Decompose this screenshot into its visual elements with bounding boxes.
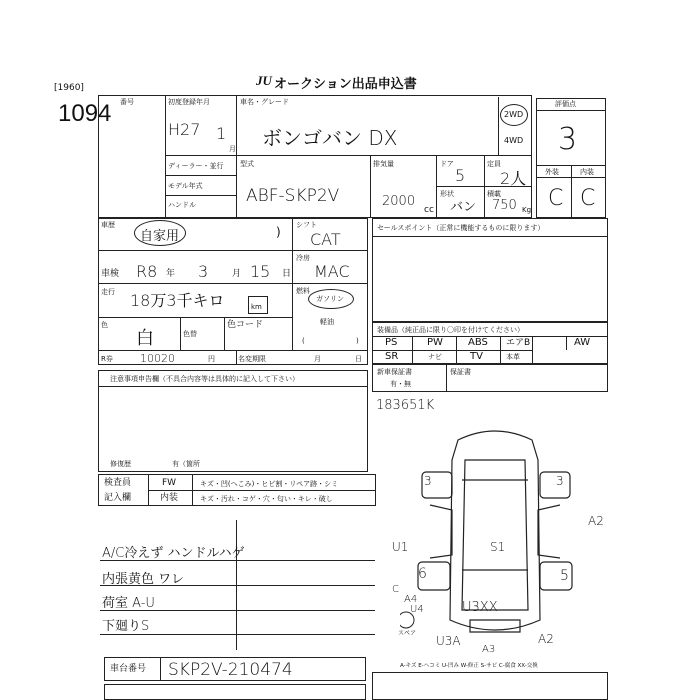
label-spare: スペア <box>398 630 417 637</box>
label-model-year: モデル年式 <box>168 182 203 190</box>
inspection-era: R8 <box>136 262 158 281</box>
label-color: 色 <box>101 321 108 329</box>
usage-value: 自家用 <box>140 229 180 244</box>
label-color-code: 色コード <box>227 320 264 330</box>
inspection-year: 3 <box>198 262 209 281</box>
mark-right-a2: A2 <box>588 514 604 528</box>
auction-logo: JU <box>256 73 272 88</box>
load-value: 750 <box>492 198 517 213</box>
mileage-note: 183651K <box>376 398 435 413</box>
label-recycle: R券 <box>101 355 113 363</box>
capacity-value: 2人 <box>500 169 527 188</box>
exterior-grade: C <box>548 186 564 211</box>
label-color-change: 色替 <box>183 330 197 338</box>
label-notes: 注意事項申告欄（不具合内容等は具体的に記入して下さい） <box>110 375 299 383</box>
interior-vals: キズ・汚れ・コゲ・穴・匂い・キレ・破し <box>200 495 333 503</box>
fw-vals: キズ・凹(へこみ)・ヒビ割・リペア跡・シミ <box>200 480 339 488</box>
label-day: 日 <box>282 269 292 279</box>
car-roof <box>462 460 528 610</box>
drive-2wd: 2WD <box>504 110 524 119</box>
label-model: 型式 <box>240 160 254 168</box>
interior-grade: C <box>580 186 596 211</box>
bottom-box <box>104 684 366 700</box>
label-month: 月 <box>229 145 236 153</box>
equip-airbag: エアB <box>506 338 531 348</box>
label-car-name: 車名・グレード <box>240 98 289 106</box>
equip-pw: PW <box>427 337 443 348</box>
equip-leather: 本革 <box>506 353 520 361</box>
label-new-warranty: 新車保証書 <box>377 368 412 376</box>
label-chassis: 車台番号 <box>110 664 147 674</box>
form-title: オークション出品申込書 <box>274 77 417 92</box>
equip-sr: SR <box>385 351 399 362</box>
label-cooler: 冷房 <box>296 254 310 262</box>
mark-left-u4: U4 <box>410 604 424 615</box>
mark-rear-u3a: U3A <box>436 634 461 648</box>
label-doors: ドア <box>440 160 454 168</box>
usage-paren: ) <box>276 225 281 239</box>
label-year: 年 <box>166 269 176 279</box>
legend-box <box>372 672 608 700</box>
mark-rear-u3xx: U3XX <box>462 600 498 615</box>
label-fw: FW <box>162 478 177 488</box>
label-diesel: 軽油 <box>320 318 334 326</box>
label-usage: 車歴 <box>101 221 115 229</box>
equip-ps: PS <box>385 337 398 348</box>
note-line-4: 下廻りS <box>102 619 150 634</box>
note-line-3: 荷室 A-U <box>102 596 155 611</box>
mark-rear-left: 6 <box>418 566 427 582</box>
sales-point-box <box>372 218 608 322</box>
inspection-month: 15 <box>250 262 271 281</box>
label-record-book: 保証書 <box>450 368 471 376</box>
mark-rear-a2: A2 <box>538 632 554 646</box>
score-value: 3 <box>558 122 578 157</box>
note-line-1: A/C冷えず ハンドルハゲ <box>102 546 245 561</box>
warranty-value: 有・無 <box>390 380 411 388</box>
mileage-value: 18万3千キロ <box>130 291 225 310</box>
label-inspection: 車検 <box>101 269 120 279</box>
label-first-reg: 初度登録年月 <box>168 98 210 106</box>
label-dealer: ディーラー・並行 <box>168 162 224 170</box>
shape-value: バン <box>450 200 477 215</box>
doors-value: 5 <box>455 166 466 185</box>
car-damage-diagram <box>400 420 590 650</box>
label-number: 番号 <box>120 98 134 106</box>
label-month3: 月 <box>314 355 321 363</box>
label-load: 積載 <box>487 190 501 198</box>
label-entry: 記入欄 <box>104 493 132 503</box>
paren-close: ) <box>356 337 359 345</box>
label-day2: 日 <box>355 355 362 363</box>
label-interior: 内装 <box>580 168 594 176</box>
label-km: km <box>251 303 262 311</box>
mark-left-a4: A4 <box>404 594 418 605</box>
first-reg-month: 1 <box>216 124 227 143</box>
equip-navi: ナビ <box>428 353 442 361</box>
label-shape: 形状 <box>440 190 454 198</box>
mark-rear-a3: A3 <box>482 644 496 655</box>
model-value: ABF-SKP2V <box>246 186 340 206</box>
mark-rear-right: 5 <box>560 568 569 584</box>
label-kg: Kg <box>522 206 532 214</box>
label-shift: シフト <box>296 221 317 229</box>
equip-tv: TV <box>470 351 483 362</box>
label-cc: cc <box>424 205 434 215</box>
color-value: 白 <box>136 328 154 349</box>
mark-front-right: 3 <box>556 474 564 488</box>
chassis-number: SKP2V-210474 <box>168 660 293 680</box>
label-displacement: 排気量 <box>373 160 394 168</box>
note-line-2: 内張黄色 ワレ <box>102 572 185 587</box>
label-interior-row: 内装 <box>160 493 179 503</box>
drive-4wd: 4WD <box>504 136 524 145</box>
car-name-value: ボンゴバン DX <box>262 126 398 150</box>
label-capacity: 定員 <box>487 160 501 168</box>
label-eval-point: 評価点 <box>555 100 576 108</box>
label-fuel: 燃料 <box>296 287 310 295</box>
first-reg-year: H27 <box>168 120 201 139</box>
code-small: [1960] <box>54 83 84 93</box>
label-month2: 月 <box>232 269 242 279</box>
damage-legend: A-キズ E-ヘコミ U-凹み W-修正 S-サビ C-腐食 XX-交換 <box>400 663 538 669</box>
label-handle: ハンドル <box>168 201 196 209</box>
mark-front-left: 3 <box>424 474 432 488</box>
label-equipment: 装備品（純正品に限り〇印を付けてください） <box>377 326 524 334</box>
label-sales-point: セールスポイント（正常に機能するものに限ります） <box>377 224 545 232</box>
label-gasoline: ガソリン <box>316 295 344 303</box>
label-yen: 円 <box>208 355 215 363</box>
label-repair: 修復歴 <box>110 460 131 468</box>
displacement-value: 2000 <box>382 194 416 209</box>
lot-number: 1094 <box>58 100 112 127</box>
equip-abs: ABS <box>468 337 488 348</box>
repair-value: 有（箇所 <box>172 460 200 468</box>
cooler-value: MAC <box>314 262 350 281</box>
front-right-tire <box>540 472 570 498</box>
shift-value: CAT <box>310 230 341 249</box>
label-inspector: 検査員 <box>104 478 132 488</box>
label-exterior: 外装 <box>545 168 559 176</box>
mark-center-s1: S1 <box>490 540 506 554</box>
equip-aw: AW <box>574 337 591 348</box>
recycle-amount: 10020 <box>140 352 175 365</box>
paren-open: ( <box>302 337 305 345</box>
label-mileage: 走行 <box>101 288 115 296</box>
mark-left-c: C <box>392 584 399 595</box>
mark-left-u1: U1 <box>392 540 409 554</box>
label-name-change: 名変期限 <box>238 355 266 363</box>
